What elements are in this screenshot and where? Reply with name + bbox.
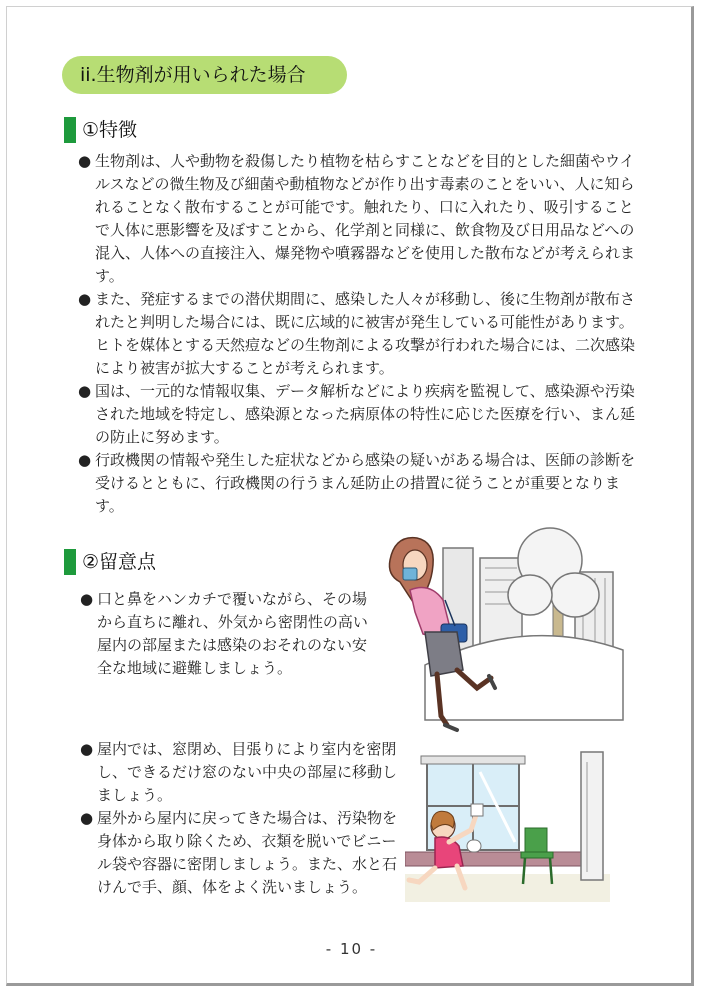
notes-heading-text: ②留意点: [82, 551, 157, 573]
list-item-text: 国は、一元的な情報収集、データ解析などにより疾病を監視して、感染源や汚染された地域を特定し、感染源となった病原体の特性に応じた医療を行い、まん延の防止に努めます。: [95, 382, 636, 446]
list-item: [78, 150, 640, 288]
list-item: [78, 449, 640, 518]
bullet-dot: ●: [80, 590, 94, 608]
features-list: [78, 150, 640, 518]
list-item-text: また、発症するまでの潜伏期間に、感染した人々が移動し、後に生物剤が散布されたと判明した場合には、既に広域的に被害が発生している可能性があります。ヒトを媒体とする天然痘などの生物剤による攻撃が行われた場合には、二次感染により被害が拡大することが考えられます。: [95, 290, 636, 377]
list-item-text: 屋外から屋内に戻ってきた場合は、汚染物を身体から取り除くため、衣類を脱いでビニール袋や容器に密閉しましょう。また、水と石けんで手、顔、体をよく洗いましょう。: [97, 809, 398, 896]
notes-list-a: [80, 588, 370, 680]
list-item: [78, 380, 640, 449]
features-heading-text: ①特徴: [82, 119, 138, 141]
page-number: - 10 -: [325, 940, 378, 958]
heading-bar: [64, 117, 76, 143]
notes-list-b: [80, 738, 402, 899]
list-item: [80, 588, 370, 680]
bullet-dot: ●: [78, 290, 92, 308]
list-item-text: 口と鼻をハンカチで覆いながら、その場から直ちに離れ、外気から密閉性の高い屋内の部屋または感染のおそれのない安全な地域に避難しましょう。: [97, 590, 368, 677]
bullet-dot: ●: [78, 451, 92, 469]
section-title: [62, 56, 347, 94]
bullet-dot: ●: [78, 382, 92, 400]
girl-taping-window-illustration: [405, 742, 610, 902]
heading-bar: [64, 549, 76, 575]
bullet-dot: ●: [80, 809, 94, 827]
list-item: [80, 807, 402, 899]
list-item-text: 行政機関の情報や発生した症状などから感染の疑いがある場合は、医師の診断を受けるとともに、行政機関の行うまん延防止の措置に従うことが重要となります。: [95, 451, 636, 515]
bullet-dot: ●: [78, 152, 92, 170]
woman-fleeing-with-handkerchief-illustration: [385, 520, 625, 745]
bullet-dot: ●: [80, 740, 94, 758]
list-item-text: 生物剤は、人や動物を殺傷したり植物を枯らすことなどを目的とした細菌やウイルスなどの微生物及び細菌や動植物などが作り出す毒素のことをいい、人に知られることなく散布することが可能です。触れたり、口に入れたり、吸引することで人体に悪影響を及ぼすことから、化学剤と同様に、飲食物及び日用品などへの混入、人体への直接注入、爆発物や噴霧器などを使用した散布などが考えられます。: [95, 152, 636, 285]
section-title-text: ii.生物剤が用いられた場合: [80, 64, 306, 86]
list-item-text: 屋内では、窓閉め、目張りにより室内を密閉し、できるだけ窓のない中央の部屋に移動しましょう。: [97, 740, 398, 804]
list-item: [80, 738, 402, 807]
list-item: [78, 288, 640, 380]
